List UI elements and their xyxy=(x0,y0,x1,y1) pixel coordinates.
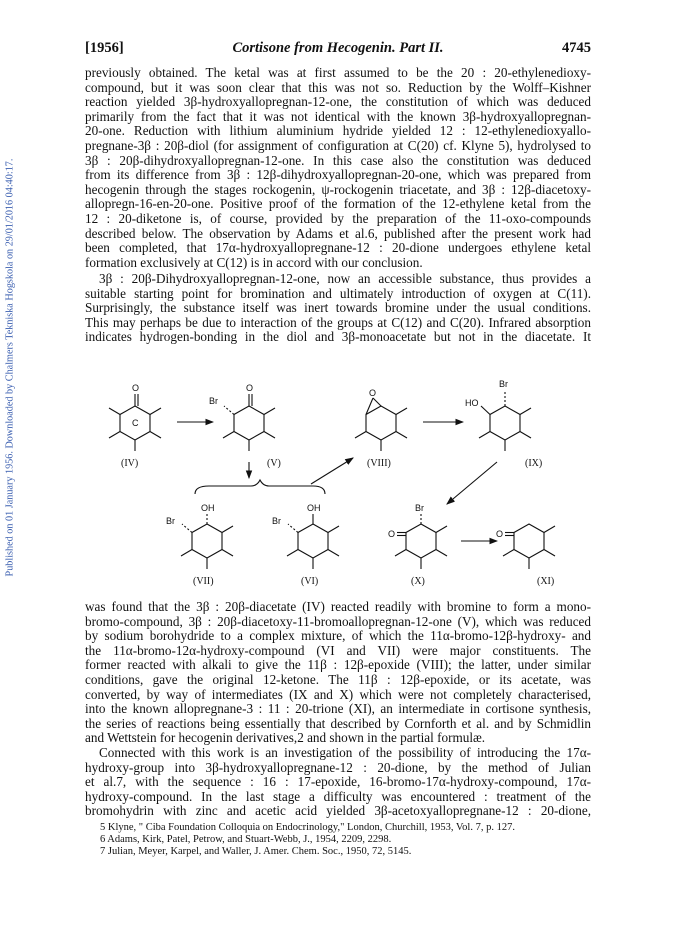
text-line: Surprisingly, the substance itself was inert towards bromine under the usual conditions. xyxy=(85,301,591,316)
header-year: [1956] xyxy=(85,40,124,56)
footnote: 5 Klyne, " Ciba Foundation Colloquia on Endocrinology," London, Churchill, 1953, Vol. 7, p. 127. xyxy=(100,822,515,833)
text-line: by sodium borohydride to a complex mixture, of which the 11α-bromo-12β-hydroxy- and xyxy=(85,629,591,644)
text-line: been completed, that 17α-hydroxyallopregnane-12 : 20-dione undergoes ethylene ketal xyxy=(85,241,591,256)
text-line: into the known allopregnane-3 : 11 : 20-trione (XI), an intermediate in cortisone synthesis, xyxy=(85,702,591,717)
text-line: et al.7, with the sequence : 16 : 17-epoxide, 16-bromo-17α-hydroxy-compound, 17α- xyxy=(85,775,591,790)
text-line: and Wettstein for hecogenin derivatives,2 and shown in the partial formulæ. xyxy=(85,731,486,746)
structure-v xyxy=(223,394,275,451)
page-header xyxy=(85,40,591,58)
atom-br-v: Br xyxy=(209,396,218,406)
label-vi: (VI) xyxy=(301,576,319,587)
text-line: was found that the 3β : 20β-diacetate (IV) reacted readily with bromine to form a mono- xyxy=(85,600,591,614)
download-notice-text: Published on 01 January 1956. Downloaded by Chalmers Tekniska Hogskola on 29/01/2016 04:40:17. xyxy=(4,158,16,577)
text-line: described below. The observation by Adams et al.6, published after the present work had xyxy=(85,226,591,241)
footnote: 7 Julian, Meyer, Karpel, and Waller, J. Amer. Chem. Soc., 1950, 72, 5145. xyxy=(100,846,412,857)
atom-oh-vii: OH xyxy=(201,503,215,513)
text-line: from its difference from 3β : 12β-dihydroxyallopregnan-20-one, which was prepared from xyxy=(85,168,591,183)
text-line: converted, by way of intermediates (IX and X) which were not completely characterised, xyxy=(85,687,591,702)
text-line: 20-one. Reduction with lithium aluminium hydride yielded 12 : 12-ethylenedioxyallo- xyxy=(85,124,591,139)
text-line: indicates hydrogen-bonding in the diol and 3β-monoacetate but not in the diacetate. It xyxy=(85,330,591,345)
atom-br-x: Br xyxy=(415,503,424,513)
text-line: allopregn-16-en-20-one. Positive proof of the formation of the 12-ethylene ketal from the xyxy=(85,197,591,212)
paragraph-dihydroxy xyxy=(85,272,591,345)
atom-ho-ix: HO xyxy=(465,398,479,408)
footnotes xyxy=(100,822,590,858)
atom-o-iv: O xyxy=(132,383,140,393)
paragraph-julian-method xyxy=(85,746,591,819)
text-line: Connected with this work is an investigation of the possibility of introducing the 17α- xyxy=(99,746,591,760)
atom-br-vi: Br xyxy=(272,516,281,526)
atom-oh-vi: OH xyxy=(307,503,321,513)
text-line: suitable starting point for bromination and ultimately introduction of oxygen at C(11). xyxy=(85,286,591,301)
structure-viii xyxy=(355,398,407,451)
structure-x xyxy=(395,514,447,569)
label-ix: (IX) xyxy=(525,458,543,469)
header-title: Cortisone from Hecogenin. Part II. xyxy=(232,40,444,56)
text-line: hecogenin through the stages rockogenin, ψ-rockogenin triacetate, and 3β : 12β-diacetoxy- xyxy=(85,182,591,197)
label-xi: (XI) xyxy=(537,576,555,587)
atom-o-xi: O xyxy=(496,529,504,539)
paragraph-bromination xyxy=(85,600,591,746)
text-line: conditions, gave the original 12-ketone. The 11β : 12β-epoxide, or its acetate, was xyxy=(85,672,591,687)
atom-o-x: O xyxy=(388,529,396,539)
text-line: hydroxy-compound. In the last stage a difficulty was encountered : treatment of the xyxy=(85,789,591,804)
text-line: formation exclusively at C(12) is in accord with our conclusion. xyxy=(85,255,423,270)
download-notice xyxy=(2,110,18,630)
reaction-scheme-svg xyxy=(85,354,591,590)
reaction-scheme xyxy=(85,354,591,590)
text-line: 3β : 20β-dihydroxyallopregnan-12-one. In this case also the constitution was deduced xyxy=(85,153,591,168)
text-line: the series of reactions being essentially that described by Cornforth et al. and by Schmidlin xyxy=(85,716,591,731)
footnote: 6 Adams, Kirk, Patel, Petrow, and Stuart-Webb, J., 1954, 2209, 2298. xyxy=(100,834,392,845)
arrow-ix-to-x xyxy=(447,462,497,504)
arrow-to-viii xyxy=(311,458,353,484)
text-line: former reacted with alkali to give the 11β : 12β-epoxide (VIII); the latter, under similar xyxy=(85,658,591,673)
brace-vi-vii xyxy=(195,480,325,494)
label-x: (X) xyxy=(411,576,425,587)
structure-vii xyxy=(181,514,233,569)
text-line: bromo-compound, 3β : 20β-diacetoxy-11-bromoallopregnan-12-one (V), which was reduced xyxy=(85,614,591,629)
atom-o-v: O xyxy=(246,383,254,393)
atom-o-viii: O xyxy=(369,388,377,398)
label-iv: (IV) xyxy=(121,458,139,469)
atom-br-vii: Br xyxy=(166,516,175,526)
header-page-number: 4745 xyxy=(562,40,591,56)
structure-xi xyxy=(503,524,555,569)
label-vii: (VII) xyxy=(193,576,214,587)
atom-br-ix: Br xyxy=(499,379,508,389)
text-line: This may perhaps be due to interaction of the groups at C(12) and C(20). Infrared absorption xyxy=(85,315,591,330)
text-line: previously obtained. The ketal was at first assumed to be the 20 : 20-ethylenedioxy- xyxy=(85,66,591,80)
text-line: pregnane-3β : 20β-diol (for assignment of configuration at C(20) cf. Klyne 5), hydrolysed to xyxy=(85,138,591,153)
text-line: bromohydrin with zinc and acetic acid yielded 3β-acetoxyallopregnane-12 : 20-dione, xyxy=(85,804,591,819)
text-line: reaction yielded 3β-hydroxyallopregnan-12-one, the constitution of which was deduced xyxy=(85,95,591,110)
text-line: 12 : 20-diketone is, of course, provided by the preparation of the 11-oxo-compounds xyxy=(85,211,591,226)
text-line: primarily from the fact that it was not identical with the known 3β-hydroxyallopregnan- xyxy=(85,109,591,124)
structure-ix xyxy=(479,390,531,451)
paragraph-ketal xyxy=(85,66,591,270)
label-viii: (VIII) xyxy=(367,458,391,469)
atom-ring-c: C xyxy=(132,418,139,428)
structure-vi xyxy=(287,514,339,569)
label-v: (V) xyxy=(267,458,281,469)
text-line: hydroxy-group into 3β-hydroxyallopregnane-12 : 20-dione, by the method of Julian xyxy=(85,760,591,775)
text-line: compound, but it was soon clear that this was not so. Reduction by the Wolff–Kishner xyxy=(85,80,591,95)
text-line: 3β : 20β-Dihydroxyallopregnan-12-one, now an accessible substance, thus provides a xyxy=(99,272,591,286)
text-line: the 11α-bromo-12α-hydroxy-compound (VI and VII) were major constituents. The xyxy=(85,643,591,658)
